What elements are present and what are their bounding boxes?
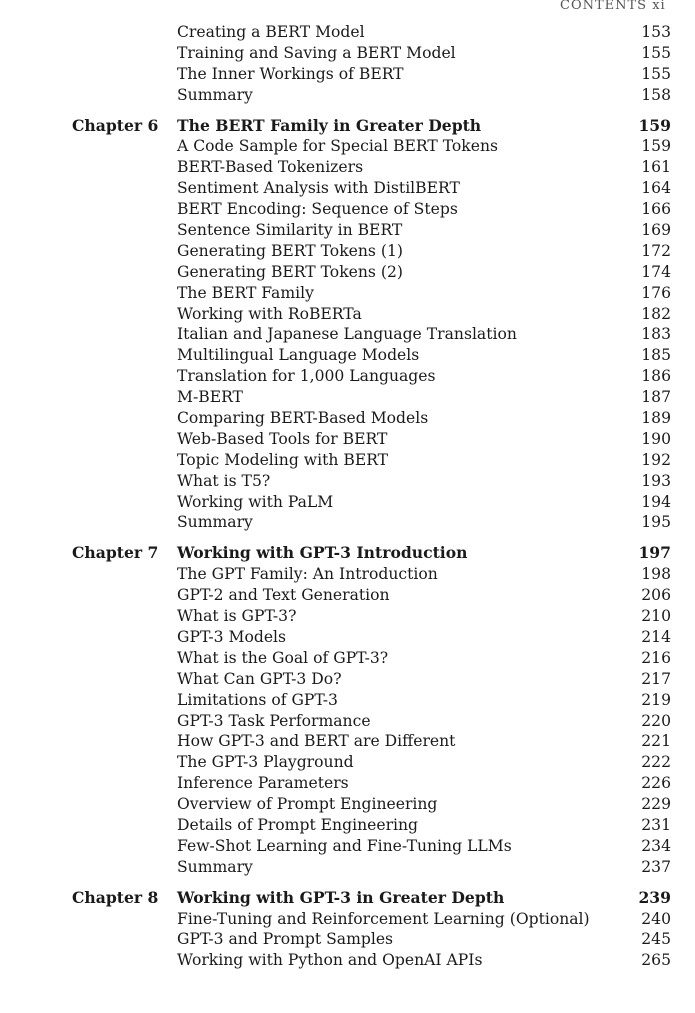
entry-page-number: 187 [641, 388, 671, 407]
toc-entry-row [0, 929, 695, 950]
toc-entry-row [0, 648, 695, 669]
entry-title: Topic Modeling with BERT [177, 450, 389, 469]
toc-entry-row [0, 950, 695, 971]
entry-title: Comparing BERT-Based Models [177, 409, 429, 428]
running-head-text: CONTENTS [560, 0, 648, 13]
entry-page-number: 192 [641, 450, 671, 469]
entry-title: GPT-3 Task Performance [177, 711, 371, 730]
toc-entry-row [0, 909, 695, 930]
entry-title: BERT Encoding: Sequence of Steps [177, 200, 458, 219]
entry-title: BERT-Based Tokenizers [177, 158, 364, 177]
entry-title: Working with PaLM [177, 492, 334, 511]
toc-entry-row [0, 136, 695, 157]
entry-page-number: 217 [641, 669, 671, 688]
entry-title: Summary [177, 85, 253, 104]
entry-page-number: 219 [641, 690, 671, 709]
entry-page-number: 169 [641, 221, 671, 240]
entry-title: What is T5? [177, 471, 271, 490]
entry-page-number: 183 [641, 325, 671, 344]
entry-title: Limitations of GPT-3 [177, 690, 338, 709]
entry-page-number: 231 [641, 815, 671, 834]
entry-title: Inference Parameters [177, 774, 349, 793]
entry-title: M-BERT [177, 388, 243, 407]
entry-page-number: 193 [641, 471, 671, 490]
entry-page-number: 210 [641, 607, 671, 626]
entry-title: GPT-2 and Text Generation [177, 586, 390, 605]
header-page-number: xi [652, 0, 666, 13]
toc-entry-row [0, 345, 695, 366]
chapter-title: Working with GPT-3 Introduction [177, 543, 468, 563]
toc-entry-row [0, 857, 695, 878]
toc-entry-row [0, 471, 695, 492]
entry-page-number: 214 [641, 627, 671, 646]
entry-page-number: 186 [641, 367, 671, 386]
entry-page-number: 161 [641, 158, 671, 177]
entry-page-number: 234 [641, 836, 671, 855]
entry-title: Generating BERT Tokens (2) [177, 262, 403, 281]
chapter-heading-row [0, 116, 695, 137]
toc-entry-row [0, 199, 695, 220]
toc-entry-row [0, 22, 695, 43]
toc-entry-row [0, 157, 695, 178]
toc-entry-row [0, 836, 695, 857]
toc-entry-row [0, 711, 695, 732]
entry-title: Working with Python and OpenAI APIs [177, 951, 483, 970]
entry-page-number: 194 [641, 492, 671, 511]
toc-entry-row [0, 815, 695, 836]
entry-title: GPT-3 Models [177, 627, 287, 646]
entry-title: Details of Prompt Engineering [177, 815, 419, 834]
entry-page-number: 155 [641, 43, 671, 62]
entry-title: Summary [177, 857, 253, 876]
chapter-page-number: 239 [638, 887, 671, 907]
entry-page-number: 176 [641, 283, 671, 302]
entry-title: Translation for 1,000 Languages [177, 367, 436, 386]
entry-title: The BERT Family [177, 283, 314, 302]
entry-page-number: 159 [641, 137, 671, 156]
entry-title: Generating BERT Tokens (1) [177, 241, 403, 260]
entry-page-number: 229 [641, 795, 671, 814]
entry-page-number: 237 [641, 857, 671, 876]
entry-page-number: 216 [641, 648, 671, 667]
toc-entry-row [0, 85, 695, 106]
chapter-title: Working with GPT-3 in Greater Depth [177, 887, 505, 907]
entry-title: What is the Goal of GPT-3? [177, 648, 389, 667]
toc-entry-row [0, 262, 695, 283]
entry-page-number: 240 [641, 909, 671, 928]
running-header [560, 0, 680, 13]
entry-page-number: 195 [641, 513, 671, 532]
table-of-contents [0, 22, 695, 971]
entry-title: Overview of Prompt Engineering [177, 795, 438, 814]
entry-page-number: 153 [641, 23, 671, 41]
entry-title: Multilingual Language Models [177, 346, 420, 365]
entry-page-number: 245 [641, 930, 671, 949]
toc-entry-row [0, 241, 695, 262]
entry-page-number: 164 [641, 179, 671, 198]
entry-page-number: 221 [641, 732, 671, 751]
entry-page-number: 185 [641, 346, 671, 365]
entry-page-number: 182 [641, 304, 671, 323]
entry-title: Sentence Similarity in BERT [177, 221, 403, 240]
entry-page-number: 166 [641, 200, 671, 219]
entry-title: Web-Based Tools for BERT [177, 429, 388, 448]
toc-entry-row [0, 408, 695, 429]
toc-entry-row [0, 794, 695, 815]
toc-entry-row [0, 752, 695, 773]
entry-title: GPT-3 and Prompt Samples [177, 930, 394, 949]
entry-page-number: 206 [641, 586, 671, 605]
entry-page-number: 155 [641, 64, 671, 83]
chapter-label: Chapter 6 [72, 115, 159, 135]
toc-entry-row [0, 450, 695, 471]
toc-entry-row [0, 387, 695, 408]
toc-entry-row [0, 585, 695, 606]
toc-entry-row [0, 690, 695, 711]
entry-title: What is GPT-3? [177, 607, 297, 626]
chapter-title: The BERT Family in Greater Depth [177, 115, 482, 135]
toc-entry-row [0, 366, 695, 387]
toc-entry-row [0, 564, 695, 585]
entry-title: Fine-Tuning and Reinforcement Learning (Optional) [177, 909, 590, 928]
entry-page-number: 174 [641, 262, 671, 281]
toc-entry-row [0, 64, 695, 85]
entry-title: Italian and Japanese Language Translation [177, 325, 517, 344]
entry-page-number: 172 [641, 241, 671, 260]
entry-title: Summary [177, 513, 253, 532]
entry-title: The Inner Workings of BERT [177, 64, 404, 83]
entry-title: Sentiment Analysis with DistilBERT [177, 179, 460, 198]
entry-page-number: 198 [641, 565, 671, 584]
entry-title: The GPT Family: An Introduction [177, 565, 438, 584]
toc-entry-row [0, 178, 695, 199]
entry-page-number: 226 [641, 774, 671, 793]
entry-page-number: 222 [641, 753, 671, 772]
toc-entry-row [0, 606, 695, 627]
toc-entry-row [0, 669, 695, 690]
entry-page-number: 265 [641, 951, 671, 970]
toc-entry-row [0, 283, 695, 304]
chapter-heading-row [0, 543, 695, 564]
entry-page-number: 158 [641, 85, 671, 104]
toc-entry-row [0, 304, 695, 325]
toc-entry-row [0, 324, 695, 345]
entry-page-number: 189 [641, 409, 671, 428]
toc-entry-row [0, 492, 695, 513]
entry-title: A Code Sample for Special BERT Tokens [177, 137, 499, 156]
entry-title: What Can GPT-3 Do? [177, 669, 342, 688]
entry-page-number: 220 [641, 711, 671, 730]
entry-title: Few-Shot Learning and Fine-Tuning LLMs [177, 836, 512, 855]
entry-title: Working with RoBERTa [177, 304, 362, 323]
entry-title: Training and Saving a BERT Model [177, 43, 456, 62]
chapter-page-number: 197 [638, 543, 671, 563]
chapter-heading-row [0, 888, 695, 909]
chapter-page-number: 159 [638, 115, 671, 135]
toc-entry-row [0, 773, 695, 794]
toc-entry-row [0, 43, 695, 64]
toc-entry-row [0, 627, 695, 648]
toc-entry-row [0, 429, 695, 450]
chapter-label: Chapter 7 [72, 543, 159, 563]
toc-entry-row [0, 220, 695, 241]
entry-title: How GPT-3 and BERT are Different [177, 732, 456, 751]
toc-entry-row [0, 731, 695, 752]
entry-title: Creating a BERT Model [177, 23, 365, 41]
entry-title: The GPT-3 Playground [177, 753, 354, 772]
toc-entry-row [0, 512, 695, 533]
chapter-label: Chapter 8 [72, 887, 159, 907]
entry-page-number: 190 [641, 429, 671, 448]
